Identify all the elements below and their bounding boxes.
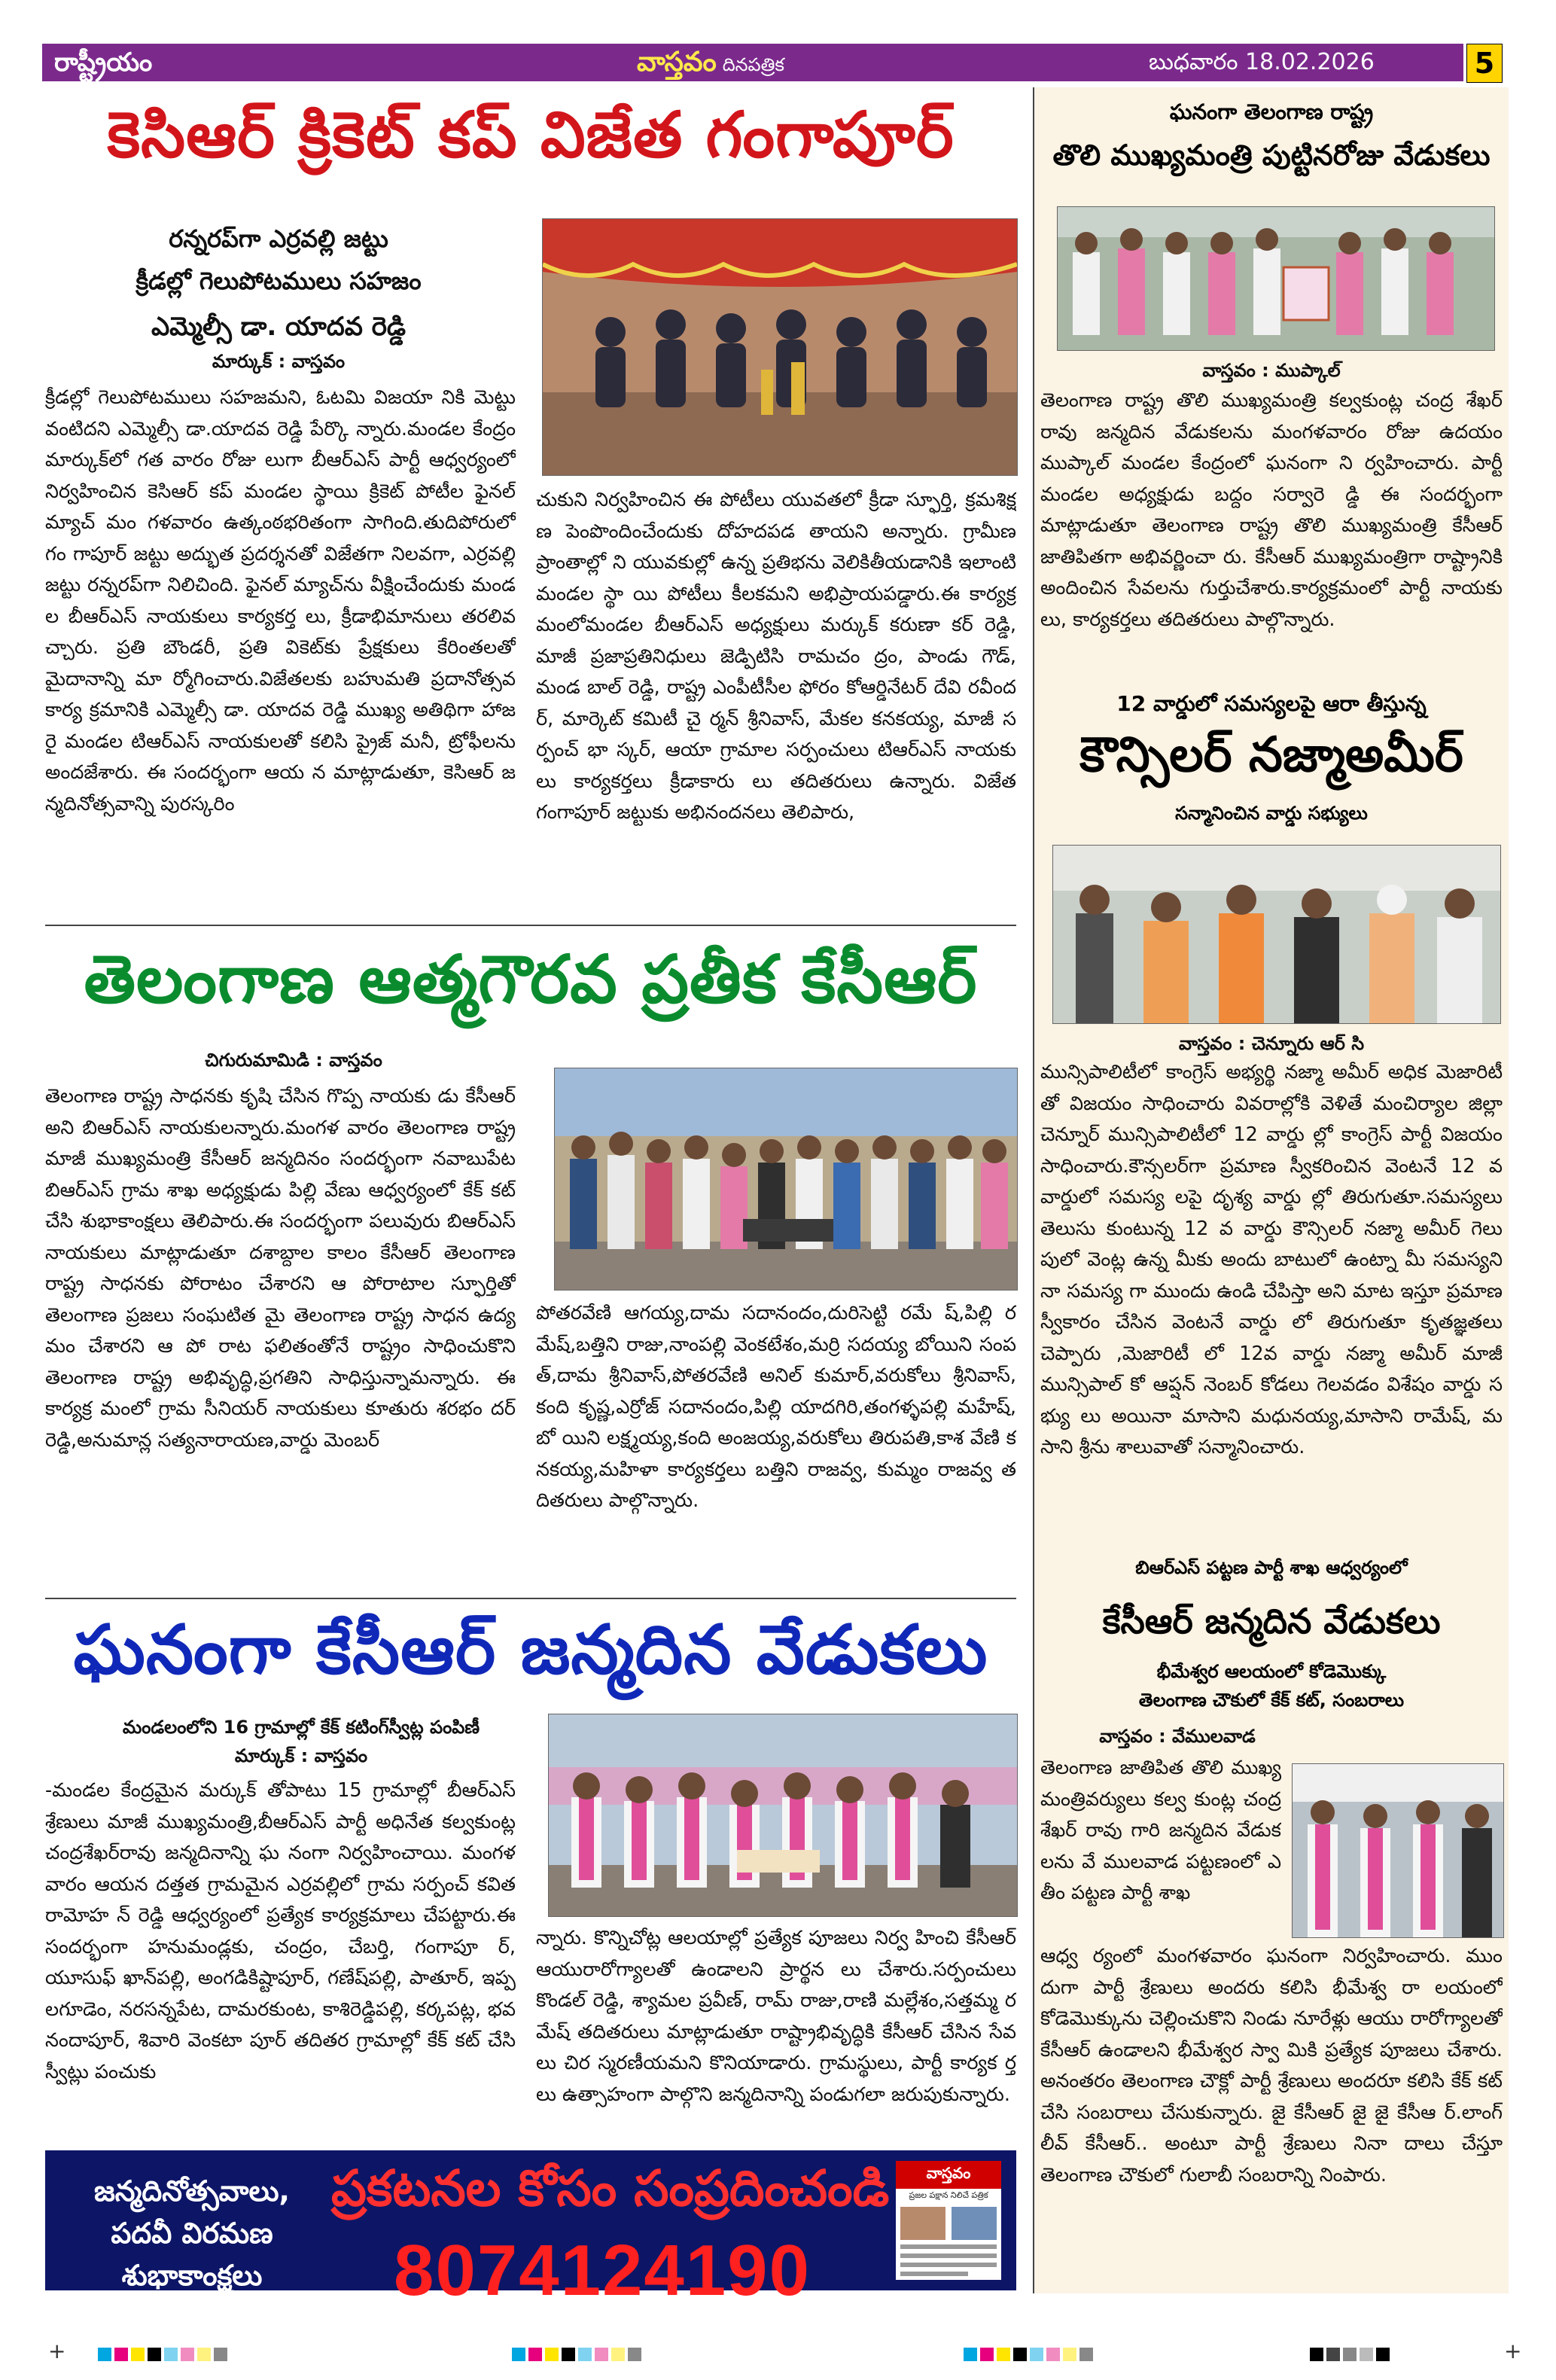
- story1-sub3: ఎమ్మెల్సీ డా. యాదవ రెడ్డి: [151, 312, 407, 342]
- ad-phone-number: 8074124190: [394, 2230, 811, 2311]
- story1-dateline: మార్కుక్ : వాస్తవం: [212, 351, 346, 372]
- color-bar-right: [964, 2348, 1189, 2361]
- side2-sub: సన్మానించిన వార్డు సభ్యులు: [1175, 803, 1368, 824]
- ad-title: ప్రకటనల కోసం సంప్రదించండి: [331, 2159, 890, 2217]
- muppkal-celebration-photo: [1057, 206, 1495, 351]
- ad-left-line3: శుభాకాంక్షలు: [121, 2259, 263, 2292]
- story3-column2: న్నారు. కొన్నిచోట్ల ఆలయాల్లో ప్రత్యేక పూజలు నిర్వ హించి కేసీఆర్ ఆయురారోగ్యాలతో ఉండాలని ప్రార్థన లు చేశారు.సర్పంచులు కొండల్ రెడ్డి, శ్యామల ప్రవీణ్, రామ్ రాజు,రాణి మల్లేశం,సత్తమ్మ రమేష్ తదితరులు మాట్లాడుతూ రాష్ట్రాభివృద్ధికి కేసీఆర్ చేసిన సేవలు చిర స్మరణీయమని కొనియాడారు. గ్రామస్థులు, పార్టీ కార్యక ర్తలు ఉత్సాహంగా పాల్గొని జన్మదినాన్ని పండుగలా జరుపుకున్నారు.: [536, 1927, 1016, 2106]
- cricket-team-photo-art: [543, 219, 1017, 475]
- color-bar-middle: [512, 2348, 738, 2361]
- advertisement-banner: [45, 2150, 1016, 2311]
- ad-contact: [331, 2159, 890, 2312]
- side3-body: ఆధ్వ ర్యంలో మంగళవారం ఘనంగా నిర్వహించారు. ముం దుగా పార్టీ శ్రేణులు అందరు కలిసి భీమేశ్వ రా లయంలో కోడెమొక్కును చెల్లించుకొని నిండు నూరేళ్లు ఆయు రారోగ్యాలతో కేసీఆర్ ఉండాలని భీమేశ్వర స్వా మికి ప్రత్యేక పూజలు చేశారు. అనంతరం తెలంగాణ చౌక్లో పార్టీ శ్రేణులు అందరూ కలిసి కేక్ కట్ చేసి సంబరాలు చేసుకున్నారు. జై కేసీఆర్ జై జై కేసీఆ ర్.లాంగ్ లీవ్ కేసీఆర్.. అంటూ పార్టీ శ్రేణులు నినా దాలు చేస్తూ తెలంగాణ చౌకులో గులాబీ సంబరాన్ని నింపారు.: [1040, 1945, 1503, 2186]
- kcr-birthday-cake-photo: [548, 1714, 1018, 1917]
- side2-kicker: 12 వార్డులో సమస్యలపై ఆరా తీస్తున్న: [1116, 691, 1427, 716]
- side2-headline: కౌన్సిలర్ నజ్మాఅమీర్: [1079, 727, 1463, 783]
- registration-mark: +: [48, 2339, 66, 2363]
- side3-sub1: భీమేశ్వర ఆలయంలో కోడెమొక్కు: [1156, 1661, 1387, 1682]
- councillor-felicitation-photo-art: [1053, 846, 1500, 1023]
- story1-column2: చుకుని నిర్వహించిన ఈ పోటీలు యువతలో క్రీడా స్ఫూర్తి, క్రమశిక్షణ పెంపొందించేందుకు దోహదపడ తాయని అన్నారు. గ్రామీణ ప్రాంతాల్లో ని యువకుల్లో ఉన్న ప్రతిభను వెలికితీయడానికి ఇలాంటి మండల స్థా యి పోటీలు కీలకమని అభిప్రాయపడ్డారు.ఈ కార్యక్ర మంలోమండల బీఆర్ఎస్ అధ్యక్షులు మర్కుక్ కరుణా కర్ రెడ్డి, మాజీ ప్రజాప్రతినిధులు జెడ్పిటిసి రామచం ద్రం, పాండు గౌడ్, మండ బాల్ రెడ్డి, రాష్ట్ర ఎంపీటీసీల ఫోరం కోఆర్డినేటర్ దేవి రవీందర్, మార్కెట్ కమిటీ చై ర్మన్ శ్రీనివాస్, మేకల కనకయ్య, మాజీ సర్పంచ్ భా స్కర్, ఆయా గ్రామాల సర్పంచులు టిఆర్ఎస్ నాయకు లు కార్యకర్తలు క్రీడాకారు లు తదితరులు ఉన్నారు. విజేత గంగాపూర్ జట్టుకు అభినందనలు తెలిపారు,: [536, 489, 1016, 824]
- brand-name: వాస్తవం: [637, 47, 717, 78]
- side3-sub2: తెలంగాణ చౌకులో కేక్ కట్, సంబరాలు: [1138, 1690, 1405, 1711]
- story2-dateline: చిగురుమామిడి : వాస్తవం: [205, 1050, 382, 1071]
- ad-left-line1: జన్మదినోత్సవాలు,: [94, 2174, 290, 2208]
- story2-column1: తెలంగాణ రాష్ట్ర సాధనకు కృషి చేసిన గొప్ప నాయకు డు కేసీఆర్ అని బిఆర్ఎస్ నాయకులన్నారు.మంగళ వారం తెలంగాణ రాష్ట్ర మాజీ ముఖ్యమంత్రి కేసీఆర్ జన్మదినం సందర్భంగా నవాబుపేట బిఆర్ఎస్ గ్రామ శాఖ అధ్యక్షుడు పిల్లి వేణు ఆధ్వర్యంలో కేక్ కట్ చేసి శుభాకాంక్షలు తెలిపారు.ఈ సందర్భంగా పలువురు బిఆర్ఎస్ నాయకులు మాట్లాడుతూ దశాబ్దాల కాలం కేసీఆర్ తెలంగాణ రాష్ట్ర సాధనకు పోరాటం చేశారని ఆ పోరాటాల స్ఫూర్తితో తెలంగాణ ప్రజలు సంఘటిత మై తెలంగాణ రాష్ట్ర సాధన ఉద్యమం చేశారని ఆ పో రాట ఫలితంతోనే రాష్ట్రం సాధించుకొని తెలంగాణ రాష్ట్ర అభివృద్ధి,ప్రగతిని సాధిస్తున్నామన్నారు. ఈ కార్యక్ర మంలో గ్రామ సీనియర్ నాయకులు కూతురు శరభం దర్ రెడ్డి,అనుమాన్ల సత్యనారాయణ,వార్డు మెంబర్: [45, 1085, 516, 1452]
- side1-dateline: వాస్తవం : ముప్కాల్: [1202, 360, 1341, 381]
- section-label: రాష్ట్రీయం: [54, 47, 153, 78]
- brand-sub: దినపత్రిక: [722, 54, 784, 75]
- color-bar-left: [98, 2348, 324, 2361]
- story1-sub1: రన్నరప్‌గా ఎర్రవల్లి జట్టు: [169, 224, 388, 253]
- kcr-birthday-cake-photo-art: [549, 1714, 1017, 1916]
- story2-headline: తెలంగాణ ఆత్మగౌరవ ప్రతీక కేసీఆర్: [84, 940, 978, 1018]
- side2-body: మున్సిపాలిటీలో కాంగ్రెస్ అభ్యర్థి నజ్మా అమీర్ అధిక మెజారిటీ తో విజయం సాధించారు వివరాల్లోకి వెళితే మంచిర్యాల జిల్లా చెన్నూర్ మున్సిపాలిటీలో 12 వార్డు ల్లో కాంగ్రెస్ పార్టీ విజయం సాధించారు.కౌన్సలర్‌గా ప్రమాణ స్వీకరించిన వెంటనే 12 వ వార్డులో సమస్య లపై దృశ్య వార్డు ల్లో తిరుగుతూ.సమస్యలు తెలుసు కుంటున్న 12 వ వార్డు కౌన్సిలర్ నజ్మా అమీర్ గెలు పులో వెంట్ల ఉన్న మీకు అందు బాటులో ఉంట్నా మీ సమస్యని నా సమస్య గా ముందు ఉండి చేపిస్తా అని మాట ఇస్తూ ప్రమాణ స్వీకారం చేసిన వెంటనే వార్డు లో తిరుగుతూ కృతజ్ఞతలు చెప్పారు ,మెజారిటీ లో 12వ వార్డు నజ్మా అమీర్ మాజీ మున్సిపాల్ కో ఆప్షన్ నెంబర్ కోడలు గెలవడం విశేషం వార్డు సభ్యు లు అయినా మాసాని మధునయ్య,మాసాని రామేష్, మసాని శ్రీను శాలువాతో సన్మానించారు.: [1040, 1061, 1503, 1458]
- story3-column1: -మండల కేంద్రమైన మర్కుక్ తోపాటు 15 గ్రామాల్లో బీఆర్ఎస్ శ్రేణులు మాజీ ముఖ్యమంత్రి,బీఆర్ఎస్ పార్టీ అధినేత కల్వకుంట్ల చంద్రశేఖర్‌రావు జన్మదినాన్ని ఘ నంగా నిర్వహించాయి. మంగళవారం ఆయన దత్తత గ్రామమైన ఎర్రవల్లిలో గ్రామ సర్పంచ్ కవిత రామోహ న్ రెడ్డి ఆధ్వర్యంలో ప్రత్యేక కార్యక్రమాలు చేపట్టారు.ఈ సందర్భంగా హనుమండ్లకు, చంద్రం, చేబర్తి, గంగాపూ ర్, యూసుఫ్ ఖాన్‌పల్లి, అంగడికిష్టాపూర్, గణేష్‌పల్లి, పాతూర్, ఇప్పలగూడెం, నరసన్నపేట, దామరకుంట, కాశిరెడ్డిపల్లి, కర్కపట్ల, భవనందాపూర్, శివారి వెంకటా పూర్ తదితర గ్రామాల్లో కేక్ కట్ చేసి స్వీట్లు పంచుకు: [45, 1779, 516, 2083]
- cricket-team-photo: [542, 218, 1018, 476]
- story1-column1: క్రీడల్లో గెలుపోటములు సహజమని, ఓటమి విజయా నికి మెట్టు వంటిదని ఎమ్మెల్సీ డా.యాదవ రెడ్డి పేర్కొ న్నారు.మండల కేంద్రం మార్కుక్‌లో గత వారం రోజు లుగా బీఆర్ఎస్ పార్టీ ఆధ్వర్యంలో నిర్వహించిన కెసిఆర్ కప్ మండల స్థాయి క్రికెట్ పోటీల ఫైనల్ మ్యాచ్ మం గళవారం ఉత్కంఠభరితంగా సాగింది.తుదిపోరులో గం గాపూర్ జట్టు అద్భుత ప్రదర్శనతో విజేతగా నిలవగా, ఎర్రవల్లి జట్టు రన్నరప్‌గా నిలిచింది. ఫైనల్ మ్యాచ్‌ను వీక్షించేందుకు మండల బీఆర్ఎస్ నాయకులు కార్యకర్త లు, క్రీడాభిమానులు తరలివచ్చారు. ప్రతి బౌండరీ, ప్రతి వికెట్‌కు ప్రేక్షకులు కేరింతలతో మైదానాన్ని మా ర్మోగించారు.విజేతలకు బహుమతి ప్రదానోత్సవ కార్య క్రమానికి ఎమ్మెల్సీ డా. యాదవ రెడ్డి ముఖ్య అతిథిగా హాజరై మండల టిఆర్ఎస్ నాయకులతో కలిసి ప్రైజ్ మనీ, ట్రోఫీలను అందజేశారు. ఈ సందర్భంగా ఆయ న మాట్లాడుతూ, కెసిఆర్ జన్మదినోత్సవాన్ని పురస్కరిం: [45, 386, 516, 815]
- councillor-felicitation-photo: [1052, 845, 1501, 1024]
- side3-body-narrow: తెలంగాణ జాతిపిత తొలి ముఖ్యమంత్రివర్యులు కల్వ కుంట్ల చంద్రశేఖర్ రావు గారి జన్మదిన వేడుకలను వే ములవాడ పట్టణంలో ఎతీం పట్టణ పార్టీ శాఖ: [1040, 1757, 1281, 1904]
- side3-kicker: బిఆర్ఎస్ పట్టణ పార్టీ శాఖ ఆధ్వర్యంలో: [1135, 1557, 1408, 1578]
- muppkal-celebration-photo-art: [1058, 207, 1494, 350]
- story2-column2: పోతరవేణి ఆగయ్య,దామ సదానందం,దురిసెట్టి రమే ష్,పిల్లి రమేష్,బత్తిని రాజు,నాంపల్లి వెంకటేశం,మర్రి సదయ్య బోయిని సంపత్,దామ శ్రీనివాస్,పోతరవేణి అనిల్ కుమార్,వరుకోలు శ్రీనివాస్,కంది కృష్ణ,ఎర్రోజ్ సదానందం,పిల్లి యాదగిరి,తంగళ్ళపల్లి మహేష్,బో యిని లక్ష్మయ్య,కంది అంజయ్య,వరుకోలు తిరుపతి,కాశ వేణి కనకయ్య,మహిళా కార్యకర్తలు బత్తిని రాజవ్వ, కుమ్మం రాజవ్వ తదితరులు పాల్గొన్నారు.: [536, 1302, 1016, 1512]
- page-number: 5: [1466, 44, 1503, 83]
- side3-headline: కేసీఆర్ జన్మదిన వేడుకలు: [1102, 1601, 1441, 1641]
- story1-sub2: క్రీడల్లో గెలుపోటములు సహజం: [136, 267, 422, 295]
- story3-dateline: మార్కుక్ : వాస్తవం: [234, 1745, 368, 1766]
- masthead-brand: [637, 44, 784, 81]
- column-divider: [1033, 87, 1034, 2293]
- side2-dateline: వాస్తవం : చెన్నూరు ఆర్ సి: [1178, 1033, 1365, 1054]
- ad-left-line2: పదవీ విరమణ: [111, 2217, 273, 2250]
- kcr-celebration-group-photo-art: [555, 1068, 1017, 1290]
- newspaper-thumbnail: [896, 2161, 1001, 2280]
- registration-mark: +: [1504, 2339, 1522, 2363]
- newspaper-thumbnail-art: [896, 2204, 1001, 2287]
- divider: [45, 925, 1016, 926]
- story1-headline: కెసిఆర్ క్రికెట్ కప్ విజేత గంగాపూర్: [107, 98, 955, 172]
- color-bar-far-right: [1310, 2348, 1460, 2361]
- story3-sub1: మండలంలోని 16 గ్రామాల్లో కేక్ కటింగ్‌స్వీట్ల పంపిణీ: [122, 1717, 480, 1738]
- newspaper-thumbnail-line: ప్రజల పక్షాన నిలిచే పత్రిక: [909, 2190, 988, 2200]
- side3-dateline: వాస్తవం : వేములవాడ: [1099, 1726, 1256, 1747]
- side1-headline: తొలి ముఖ్యమంత్రి పుట్టినరోజు వేడుకలు: [1052, 139, 1491, 172]
- issue-date: బుధవారం 18.02.2026: [1149, 49, 1375, 75]
- side1-kicker: ఘనంగా తెలంగాణ రాష్ట్ర: [1169, 99, 1374, 124]
- story3-headline: ఘనంగా కేసీఆర్ జన్మదిన వేడుకలు: [73, 1611, 988, 1690]
- vemulawada-celebration-photo-art: [1293, 1764, 1503, 1937]
- divider: [45, 1598, 1016, 1599]
- newspaper-thumbnail-title: వాస్తవం: [896, 2161, 1001, 2189]
- kcr-celebration-group-photo: [554, 1068, 1018, 1291]
- side1-body: తెలంగాణ రాష్ట్ర తొలి ముఖ్యమంత్రి కల్వకుంట్ల చంద్ర శేఖర్ రావు జన్మదిన వేడుకలను మంగళవారం రోజు ఉదయం ముప్కాల్ మండల కేంద్రంలో ఘనంగా ని ర్వహించారు. పార్టీ మండల అధ్యక్షుడు బద్దం సర్వారె డ్డి ఈ సందర్భంగా మాట్లాడుతూ తెలంగాణ రాష్ట్ర తొలి ముఖ్యమంత్రి కేసీఆర్ జాతిపితగా అభివర్ణించా రు. కేసీఆర్ ముఖ్యమంత్రిగా రాష్ట్రానికి అందించిన సేవలను గుర్తుచేశారు.కార్యక్రమంలో పార్టీ నాయకు లు, కార్యకర్తలు తదితరులు పాల్గొన్నారు.: [1040, 389, 1503, 631]
- ad-left-text: [68, 2170, 316, 2296]
- page-header-bar: [42, 44, 1463, 81]
- vemulawada-celebration-photo: [1292, 1763, 1504, 1938]
